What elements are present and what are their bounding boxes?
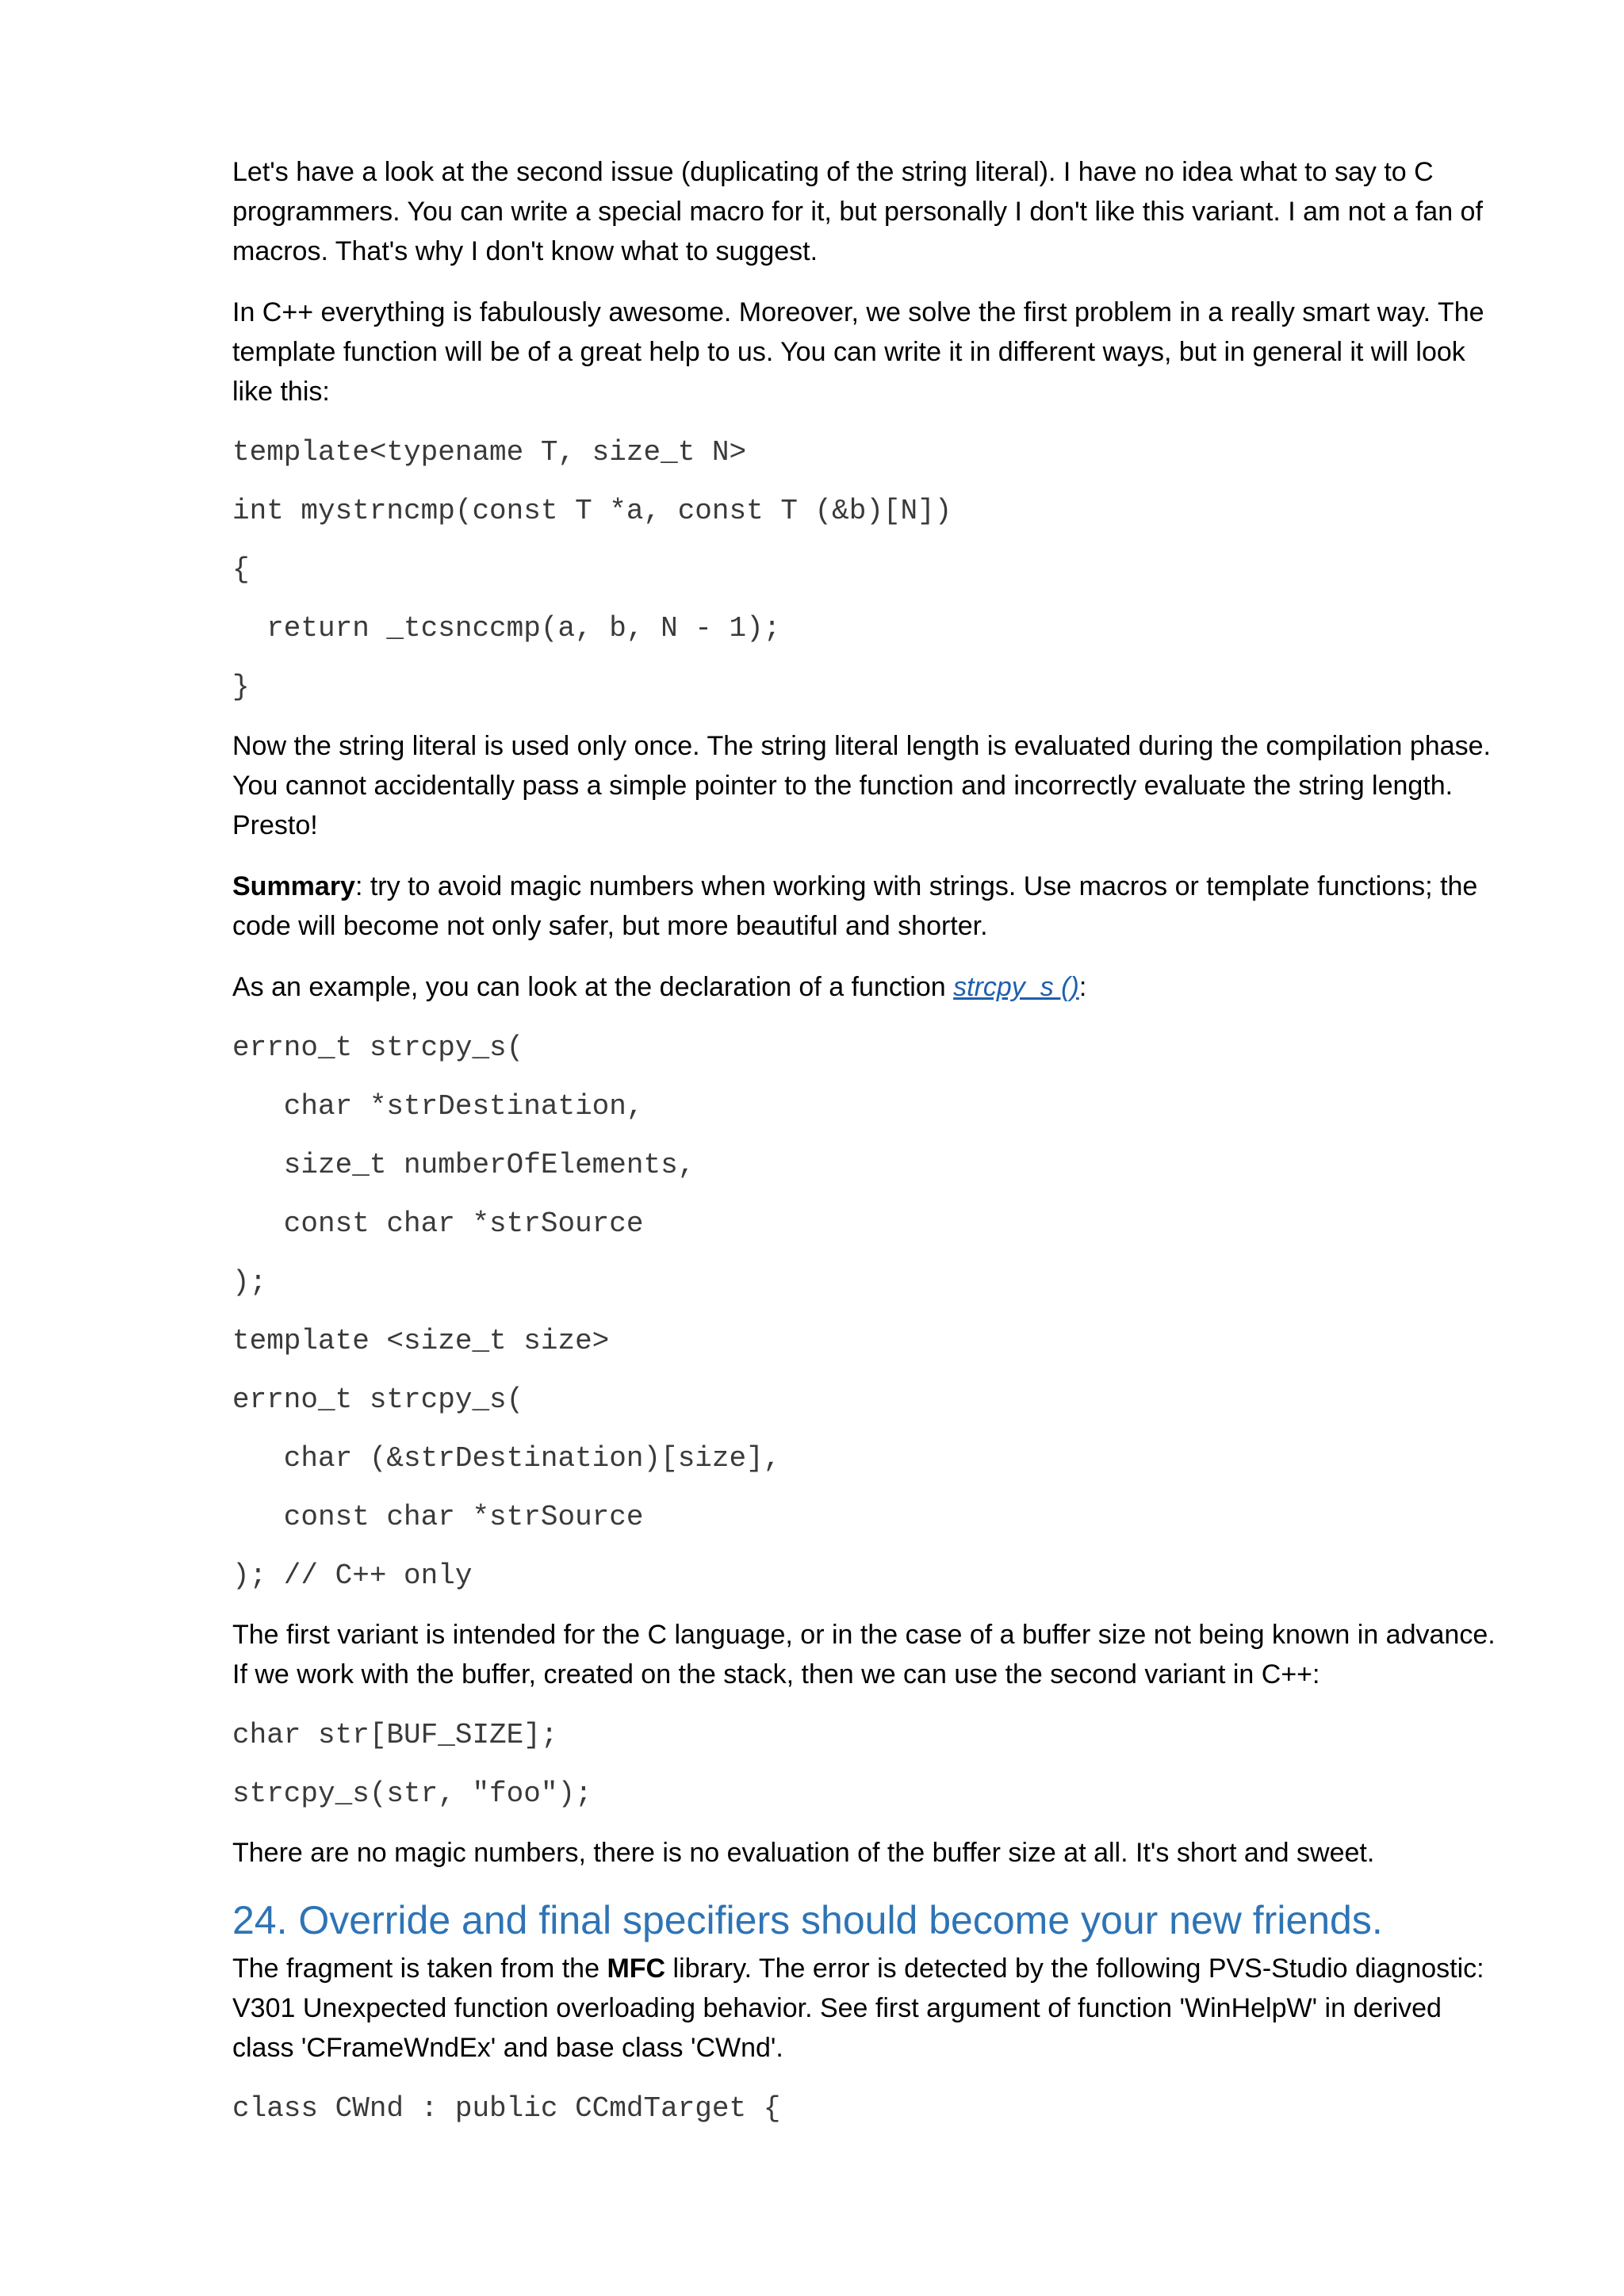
paragraph-no-magic-numbers: There are no magic numbers, there is no evaluation of the buffer size at all. It's short and sweet.: [232, 1838, 1375, 1868]
paragraph-summary: [232, 867, 1501, 946]
code-line: template<typename T, size_t N>: [232, 436, 747, 469]
code-line: class CWnd : public CCmdTarget {: [232, 2092, 781, 2125]
code-line: template <size_t size>: [232, 1325, 610, 1357]
code-block-strcpy-declaration: [232, 1028, 1501, 1596]
strcpy-intro-text: As an example, you can look at the declaration of a function: [232, 972, 954, 1002]
paragraph-first-variant: The first variant is intended for the C language, or in the case of a buffer size not being known in advance. If we work with the buffer, created on the stack, then we can use the second variant in C++:: [232, 1620, 1496, 1689]
code-line: char *strDestination,: [232, 1090, 644, 1123]
code-line: const char *strSource: [232, 1207, 644, 1240]
code-line: char str[BUF_SIZE];: [232, 1719, 558, 1751]
paragraph-cpp-template: In C++ everything is fabulously awesome. Moreover, we solve the first problem in a really smart way. The template function will be of a great help to us. You can write it in different ways, but in general it will look like this:: [232, 297, 1484, 407]
mfc-label: MFC: [607, 1954, 666, 1984]
paragraph-literal-used-once: Now the string literal is used only once. The string literal length is evaluated during the compilation phase. You cannot accidentally pass a simple pointer to the function and incorrectly evaluate the string length. Presto!: [232, 731, 1491, 840]
code-line: int mystrncmp(const T *a, const T (&b)[N]): [232, 495, 952, 527]
code-line: strcpy_s(str, "foo");: [232, 1777, 592, 1810]
code-line: const char *strSource: [232, 1501, 644, 1533]
strcpy-s-link[interactable]: strcpy_s (): [953, 972, 1079, 1002]
code-line: return _tcsnccmp(a, b, N - 1);: [232, 612, 781, 645]
code-line: }: [232, 671, 250, 703]
strcpy-intro-colon: :: [1078, 972, 1087, 1002]
code-line: ); // C++ only: [232, 1559, 473, 1592]
mfc-intro-text: The fragment is taken from the: [232, 1954, 607, 1984]
code-line: );: [232, 1266, 267, 1299]
code-block-template-function: [232, 433, 1501, 707]
summary-text: : try to avoid magic numbers when working with strings. Use macros or template functions; the code will become not only safer, but more beautiful and shorter.: [232, 871, 1478, 941]
code-line: char (&strDestination)[size],: [232, 1442, 781, 1475]
code-line: errno_t strcpy_s(: [232, 1031, 524, 1064]
paragraph-string-literal-issue: Let's have a look at the second issue (duplicating of the string literal). I have no idea what to say to C programmers. You can write a special macro for it, but personally I don't like this variant. I am not a fan of macros. That's why I don't know what to suggest.: [232, 157, 1483, 266]
paragraph-strcpy-example: [232, 967, 1501, 1007]
code-line: size_t numberOfElements,: [232, 1149, 695, 1181]
section-heading: 24. Override and final specifiers should become your new friends.: [232, 1898, 1383, 1942]
code-line: errno_t strcpy_s(: [232, 1383, 524, 1416]
code-line: {: [232, 553, 250, 586]
summary-label: Summary: [232, 871, 355, 901]
mfc-rest-text: library. The error is detected by the following PVS-Studio diagnostic: V301 Unexpected function overloading behavior. See first argument of function 'WinHelpW' in derived class 'CFrameWndEx' and base class 'CWnd'.: [232, 1954, 1484, 2063]
document-content: [232, 152, 1501, 2148]
paragraph-mfc-fragment: [232, 1949, 1501, 2068]
code-block-class-declaration: [232, 2089, 1501, 2129]
code-block-buffer-example: [232, 1716, 1501, 1814]
